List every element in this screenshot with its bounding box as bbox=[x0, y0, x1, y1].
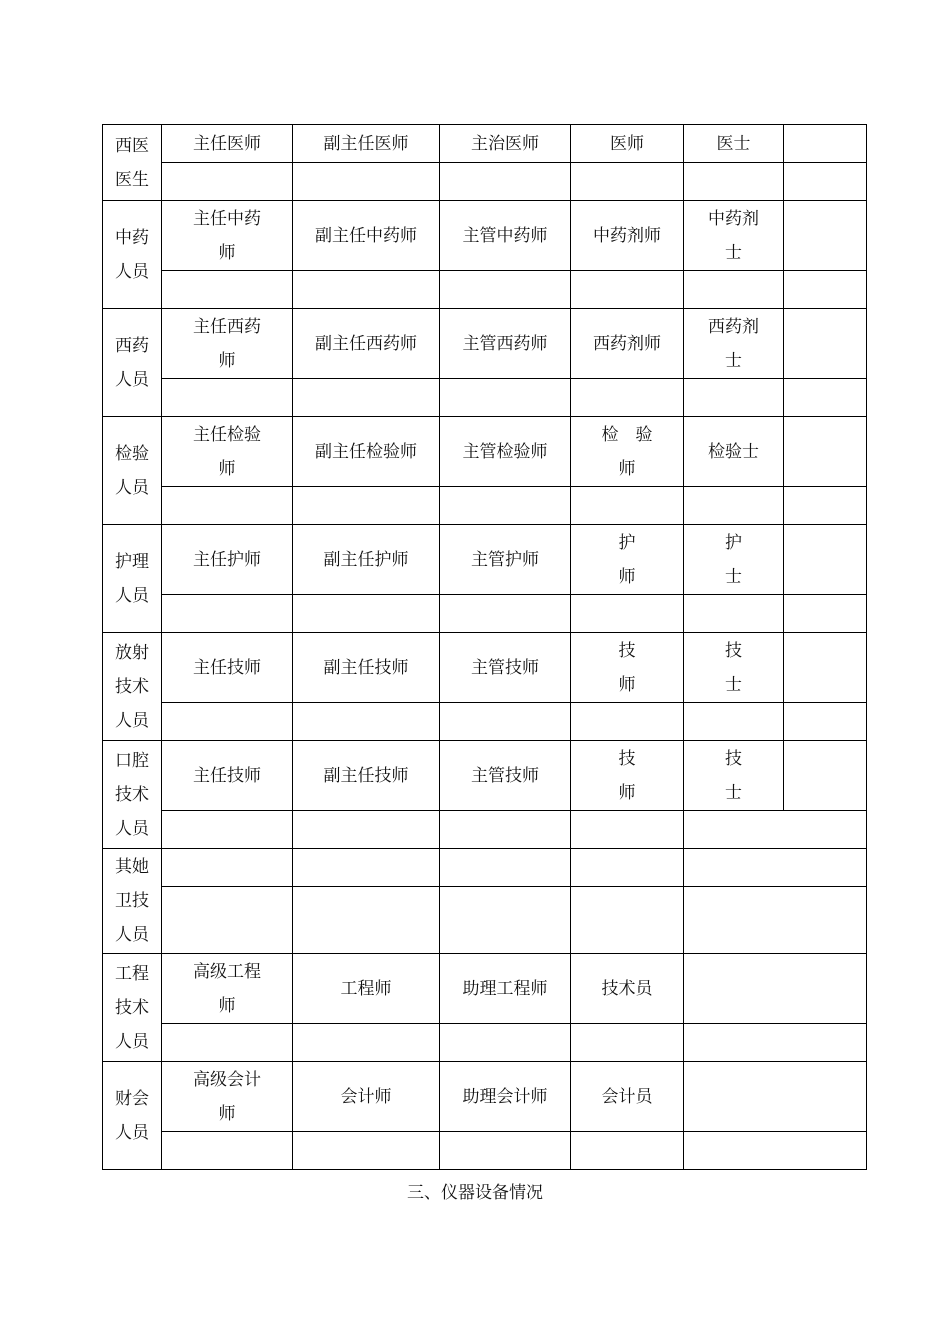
title-cell: 主任护师 bbox=[162, 525, 293, 595]
extra-cell[interactable] bbox=[784, 125, 867, 163]
count-cell[interactable] bbox=[293, 379, 440, 417]
count-cell[interactable] bbox=[440, 1132, 571, 1170]
title-cell: 主管护师 bbox=[440, 525, 571, 595]
count-cell[interactable] bbox=[162, 487, 293, 525]
count-cell[interactable] bbox=[293, 887, 440, 954]
title-cell: 检验士 bbox=[684, 417, 784, 487]
category-cell: 放射 技术 人员 bbox=[103, 633, 162, 741]
count-cell[interactable] bbox=[293, 1024, 440, 1062]
title-cell: 护 师 bbox=[571, 525, 684, 595]
extra-cell[interactable] bbox=[784, 163, 867, 201]
count-cell[interactable] bbox=[684, 811, 867, 849]
count-cell[interactable] bbox=[162, 703, 293, 741]
count-cell[interactable] bbox=[440, 1024, 571, 1062]
title-cell: 技 士 bbox=[684, 741, 784, 811]
count-cell[interactable] bbox=[293, 163, 440, 201]
title-cell: 医士 bbox=[684, 125, 784, 163]
title-cell: 技 士 bbox=[684, 633, 784, 703]
title-cell: 主任西药 师 bbox=[162, 309, 293, 379]
count-cell[interactable] bbox=[684, 1132, 867, 1170]
title-cell: 助理会计师 bbox=[440, 1062, 571, 1132]
count-cell[interactable] bbox=[440, 271, 571, 309]
count-cell[interactable] bbox=[571, 487, 684, 525]
count-cell[interactable] bbox=[571, 271, 684, 309]
count-cell[interactable] bbox=[684, 271, 784, 309]
title-cell: 副主任技师 bbox=[293, 633, 440, 703]
title-cell: 副主任技师 bbox=[293, 741, 440, 811]
staff-table bbox=[102, 124, 867, 1170]
title-cell: 副主任中药师 bbox=[293, 201, 440, 271]
extra-cell[interactable] bbox=[784, 379, 867, 417]
count-cell[interactable] bbox=[571, 595, 684, 633]
title-cell[interactable] bbox=[440, 849, 571, 887]
count-cell[interactable] bbox=[440, 811, 571, 849]
title-cell: 医师 bbox=[571, 125, 684, 163]
extra-cell[interactable] bbox=[784, 741, 867, 811]
count-cell[interactable] bbox=[293, 487, 440, 525]
category-cell: 其她 卫技 人员 bbox=[103, 849, 162, 954]
count-cell[interactable] bbox=[162, 1132, 293, 1170]
category-cell: 西药 人员 bbox=[103, 309, 162, 417]
count-cell[interactable] bbox=[684, 703, 784, 741]
count-cell[interactable] bbox=[162, 271, 293, 309]
title-cell: 主任检验 师 bbox=[162, 417, 293, 487]
title-cell: 西药剂师 bbox=[571, 309, 684, 379]
extra-cell[interactable] bbox=[784, 309, 867, 379]
count-cell[interactable] bbox=[571, 811, 684, 849]
title-cell: 主管中药师 bbox=[440, 201, 571, 271]
count-cell[interactable] bbox=[684, 487, 784, 525]
category-cell: 财会 人员 bbox=[103, 1062, 162, 1170]
count-cell[interactable] bbox=[571, 1132, 684, 1170]
category-cell: 工程 技术 人员 bbox=[103, 954, 162, 1062]
title-cell[interactable] bbox=[684, 849, 867, 887]
title-cell: 副主任检验师 bbox=[293, 417, 440, 487]
title-cell: 中药剂 士 bbox=[684, 201, 784, 271]
title-cell: 西药剂 士 bbox=[684, 309, 784, 379]
count-cell[interactable] bbox=[571, 379, 684, 417]
title-cell: 中药剂师 bbox=[571, 201, 684, 271]
title-cell: 副主任西药师 bbox=[293, 309, 440, 379]
count-cell[interactable] bbox=[571, 163, 684, 201]
category-cell: 西医 医生 bbox=[103, 125, 162, 201]
count-cell[interactable] bbox=[293, 271, 440, 309]
category-cell: 口腔 技术 人员 bbox=[103, 741, 162, 849]
extra-cell[interactable] bbox=[784, 633, 867, 703]
count-cell[interactable] bbox=[571, 703, 684, 741]
extra-cell[interactable] bbox=[784, 417, 867, 487]
count-cell[interactable] bbox=[684, 887, 867, 954]
title-cell: 工程师 bbox=[293, 954, 440, 1024]
extra-cell[interactable] bbox=[784, 525, 867, 595]
title-cell: 主管技师 bbox=[440, 741, 571, 811]
extra-cell[interactable] bbox=[684, 1062, 867, 1132]
count-cell[interactable] bbox=[293, 703, 440, 741]
title-cell: 主治医师 bbox=[440, 125, 571, 163]
title-cell: 助理工程师 bbox=[440, 954, 571, 1024]
count-cell[interactable] bbox=[571, 887, 684, 954]
count-cell[interactable] bbox=[162, 379, 293, 417]
count-cell[interactable] bbox=[162, 1024, 293, 1062]
count-cell[interactable] bbox=[293, 1132, 440, 1170]
count-cell[interactable] bbox=[440, 163, 571, 201]
count-cell[interactable] bbox=[440, 595, 571, 633]
extra-cell[interactable] bbox=[784, 201, 867, 271]
title-cell: 副主任医师 bbox=[293, 125, 440, 163]
title-cell: 主任技师 bbox=[162, 633, 293, 703]
extra-cell[interactable] bbox=[784, 271, 867, 309]
title-cell: 检 验 师 bbox=[571, 417, 684, 487]
section-caption: 三、仪器设备情况 bbox=[407, 1183, 543, 1203]
count-cell[interactable] bbox=[440, 887, 571, 954]
title-cell: 会计员 bbox=[571, 1062, 684, 1132]
category-cell: 中药 人员 bbox=[103, 201, 162, 309]
count-cell[interactable] bbox=[684, 163, 784, 201]
title-cell[interactable] bbox=[293, 849, 440, 887]
title-cell: 高级会计 师 bbox=[162, 1062, 293, 1132]
count-cell[interactable] bbox=[293, 811, 440, 849]
title-cell: 技 师 bbox=[571, 633, 684, 703]
count-cell[interactable] bbox=[440, 487, 571, 525]
extra-cell[interactable] bbox=[784, 487, 867, 525]
count-cell[interactable] bbox=[162, 887, 293, 954]
extra-cell[interactable] bbox=[784, 703, 867, 741]
title-cell: 主管检验师 bbox=[440, 417, 571, 487]
count-cell[interactable] bbox=[293, 595, 440, 633]
count-cell[interactable] bbox=[684, 1024, 867, 1062]
title-cell: 高级工程 师 bbox=[162, 954, 293, 1024]
count-cell[interactable] bbox=[571, 1024, 684, 1062]
title-cell: 主管技师 bbox=[440, 633, 571, 703]
title-cell: 会计师 bbox=[293, 1062, 440, 1132]
count-cell[interactable] bbox=[440, 703, 571, 741]
title-cell: 护 士 bbox=[684, 525, 784, 595]
extra-cell[interactable] bbox=[684, 954, 867, 1024]
title-cell[interactable] bbox=[571, 849, 684, 887]
category-cell: 检验 人员 bbox=[103, 417, 162, 525]
title-cell: 主任中药 师 bbox=[162, 201, 293, 271]
count-cell[interactable] bbox=[162, 163, 293, 201]
title-cell: 主任技师 bbox=[162, 741, 293, 811]
title-cell[interactable] bbox=[162, 849, 293, 887]
count-cell[interactable] bbox=[440, 379, 571, 417]
title-cell: 技 师 bbox=[571, 741, 684, 811]
title-cell: 主管西药师 bbox=[440, 309, 571, 379]
count-cell[interactable] bbox=[684, 595, 784, 633]
count-cell[interactable] bbox=[162, 595, 293, 633]
title-cell: 副主任护师 bbox=[293, 525, 440, 595]
category-cell: 护理 人员 bbox=[103, 525, 162, 633]
extra-cell[interactable] bbox=[784, 595, 867, 633]
count-cell[interactable] bbox=[162, 811, 293, 849]
title-cell: 技术员 bbox=[571, 954, 684, 1024]
title-cell: 主任医师 bbox=[162, 125, 293, 163]
count-cell[interactable] bbox=[684, 379, 784, 417]
